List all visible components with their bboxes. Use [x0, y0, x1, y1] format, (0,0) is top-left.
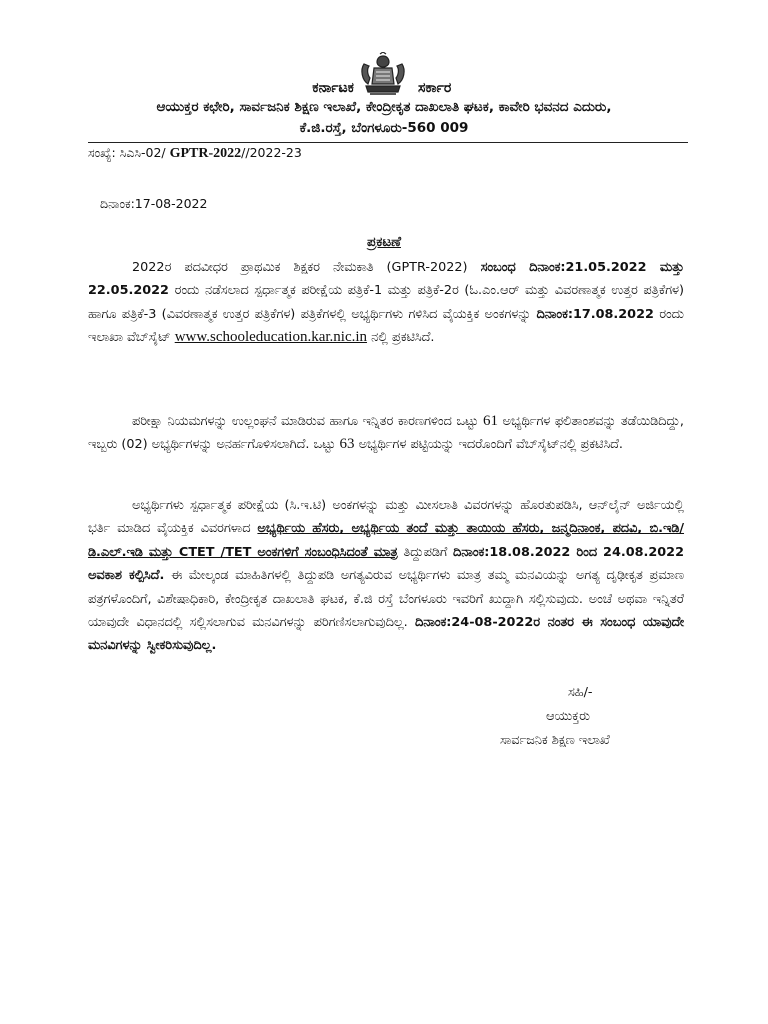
withheld-count: 61	[482, 413, 498, 429]
paragraph-results-announcement	[88, 256, 684, 350]
correction-period: ದಿನಾಂಕ:18.08.2022 ರಿಂದ 24.08.2022 ಅವಕಾಶ ಕಲ್ಪಿಸಿದೆ.	[88, 544, 684, 584]
paragraph-withheld-results	[88, 410, 684, 457]
paragraph-correction-window	[88, 494, 684, 658]
total-list-count: 63	[339, 436, 355, 453]
paragraph-3-text: ಅಭ್ಯರ್ಥಿಗಳು ಸ್ಪರ್ಧಾತ್ಮಕ ಪರೀಕ್ಷೆಯ (ಸಿ.ಇ.ಟಿ) ಅಂಕಗಳನ್ನು ಮತ್ತು ಮೀಸಲಾತಿ ವಿವರಗಳನ್ನು ಹೊರತುಪಡಿಸಿ, ಆನ್‌ಲೈನ್ ಅರ್ಜಿಯಲ್ಲಿ ಭರ್ತಿ ಮಾಡಿದ ವೈಯಕ್ತಿಕ ವಿವರಗಳಾದ	[88, 498, 684, 537]
reference-suffix: //2022-23	[241, 145, 302, 160]
paragraph-1-text: ರಂದು ಇಲಾಖಾ ವೆಬ್‌ಸೈಟ್	[88, 306, 684, 346]
office-address-line-1: ಆಯುಕ್ತರ ಕಛೇರಿ, ಸಾರ್ವಜನಿಕ ಶಿಕ್ಷಣ ಇಲಾಖೆ, ಕೇಂದ್ರೀಕೃತ ದಾಖಲಾತಿ ಘಟಕ, ಕಾವೇರಿ ಭವನದ ಎದುರು,	[156, 99, 612, 115]
paragraph-1-text: ರಂದು ನಡೆಸಲಾದ ಸ್ಪರ್ಧಾತ್ಮಕ ಪರೀಕ್ಷೆಯ ಪತ್ರಿಕೆ-1 ಮತ್ತು ಪತ್ರಿಕೆ-2ರ (ಓ.ಎಂ.ಆರ್ ಮತ್ತು ವಿವರಣಾತ್ಮಕ ಉತ್ತರ ಪತ್ರಿಕೆಗಳ) ಹಾಗೂ ಪತ್ರಿಕೆ-3 (ವಿವರಣಾತ್ಮಕ ಉತ್ತರ ಪತ್ರಿಕೆಗಳ) ಪತ್ರಿಕೆಗಳಲ್ಲಿ ಅಭ್ಯರ್ಥಿಗಳು ಗಳಿಸಿದ ವೈಯಕ್ತಿಕ ಅಂಕಗಳನ್ನು	[88, 283, 684, 322]
paragraph-1-text: 2022ರ ಪದವೀಧರ ಪ್ರಾಥಮಿಕ ಶಿಕ್ಷಕರ ನೇಮಕಾತಿ (GPTR-2022)	[132, 260, 481, 275]
signature-mark: ಸಹಿ/-	[568, 685, 593, 700]
paragraph-1-text: ನಲ್ಲಿ ಪ್ರಕಟಿಸಿದೆ.	[367, 330, 435, 346]
paragraph-3-text: ಈ ಮೇಲ್ಕಂಡ ಮಾಹಿತಿಗಳಲ್ಲಿ ತಿದ್ದುಪಡಿ ಅಗತ್ಯವಿರುವ ಅಭ್ಯರ್ಥಿಗಳು ಮಾತ್ರ ತಮ್ಮ ಮನವಿಯನ್ನು ಅಗತ್ಯ ದೃಢೀಕೃತ ಪ್ರಮಾಣ ಪತ್ರಗಳೊಂದಿಗೆ, ವಿಶೇಷಾಧಿಕಾರಿ, ಕೇಂದ್ರೀಕೃತ ದಾಖಲಾತಿ ಘಟಕ, ಕೆ.ಜಿ ರಸ್ತೆ ಬೆಂಗಳೂರು ಇವರಿಗೆ ಖುದ್ದಾಗಿ ಸಲ್ಲಿಸುವುದು. ಅಂಚೆ ಅಥವಾ ಇನ್ನಿತರೆ ಯಾವುದೇ ವಿಧಾನದಲ್ಲಿ ಸಲ್ಲಿಸಲಾಗುವ ಮನವಿಗಳನ್ನು ಪರಿಗಣಿಸಲಾಗುವುದಿಲ್ಲ.	[88, 568, 684, 631]
paragraph-1-exam-dates: ಸಂಬಂಧ ದಿನಾಂಕ:21.05.2022 ಮತ್ತು 22.05.2022	[88, 260, 685, 299]
office-address-line-2: ಕೆ.ಜಿ.ರಸ್ತೆ, ಬೆಂಗಳೂರು-560 009	[299, 120, 469, 136]
reference-code: GPTR-2022	[169, 146, 242, 161]
website-link[interactable]: www.schooleducation.kar.nic.in	[174, 329, 368, 346]
signatory-title: ಆಯುಕ್ತರು	[546, 709, 590, 724]
notice-title: ಪ್ರಕಟಣೆ	[367, 234, 401, 250]
header-divider	[88, 142, 688, 143]
reference-prefix: ಸಂಖ್ಯೆ: ಸಿಎಸಿ-02/	[88, 145, 170, 160]
paragraph-2-text: ಪರೀಕ್ಷಾ ನಿಯಮಗಳನ್ನು ಉಲ್ಲಂಘನೆ ಮಾಡಿರುವ ಹಾಗೂ ಇನ್ನಿತರ ಕಾರಣಗಳಿಂದ ಒಟ್ಟು	[132, 414, 483, 429]
document-date: ದಿನಾಂಕ:17-08-2022	[100, 196, 208, 211]
deadline-statement: ದಿನಾಂಕ:24-08-2022ರ ನಂತರ ಈ ಸಂಬಂಧ ಯಾವುದೇ ಮನವಿಗಳನ್ನು ಸ್ವೀಕರಿಸುವುದಿಲ್ಲ.	[88, 615, 685, 654]
paragraph-2-text: ಅಭ್ಯರ್ಥಿಗಳ ಪಟ್ಟಿಯನ್ನು ಇದರೊಂದಿಗೆ ವೆಬ್‌ಸೈಟ್‌ನಲ್ಲಿ ಪ್ರಕಟಿಸಿದೆ.	[354, 437, 623, 453]
government-label-right: ಸರ್ಕಾರ	[418, 80, 452, 96]
government-label-left: ಕರ್ನಾಟಕ	[312, 80, 354, 96]
paragraph-3-text: ತಿದ್ದುಪಡಿಗೆ	[397, 544, 453, 560]
correctable-fields: ಅಭ್ಯರ್ಥಿಯ ಹೆಸರು, ಅಭ್ಯರ್ಥಿಯ ತಂದೆ ಮತ್ತು ತಾಯಿಯ ಹೆಸರು, ಜನ್ಮದಿನಾಂಕ, ಪದವಿ, ಬಿ.ಇಡಿ/ಡಿ.ಎಲ್.ಇಡಿ ಮತ್ತು CTET /TET ಅಂಕಗಳಿಗೆ ಸಂಬಂಧಿಸಿದಂತೆ ಮಾತ್ರ	[88, 521, 685, 560]
paragraph-2-text: ಅಭ್ಯರ್ಥಿಗಳ ಫಲಿತಾಂಶವನ್ನು ತಡೆಯಿಡಿದಿದ್ದು, ಇಬ್ಬರು (02) ಅಭ್ಯರ್ಥಿಗಳನ್ನು ಅನರ್ಹಗೊಳಿಸಲಾಗಿದೆ. ಒಟ್ಟು	[88, 414, 684, 453]
signatory-department: ಸಾರ್ವಜನಿಕ ಶಿಕ್ಷಣ ಇಲಾಖೆ	[500, 733, 610, 748]
reference-number	[88, 145, 302, 162]
government-header	[0, 78, 768, 98]
paragraph-1-publish-date: ದಿನಾಂಕ:17.08.2022	[536, 306, 654, 322]
